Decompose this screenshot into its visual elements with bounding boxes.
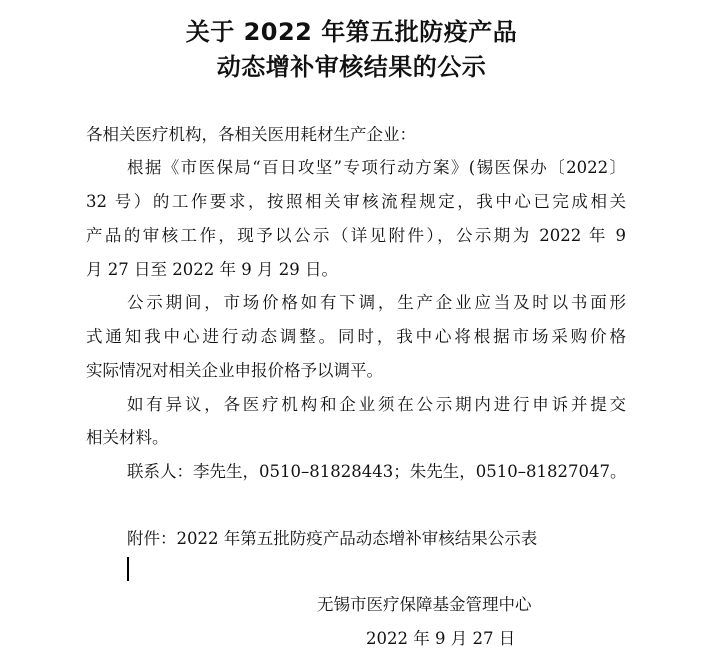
signature-organization: 无锡市医疗保障基金管理中心 — [317, 595, 532, 614]
paragraph-3-line-2: 相关材料。 — [86, 428, 169, 447]
signature-date: 2022 年 9 月 27 日 — [366, 629, 516, 648]
text-cursor — [127, 557, 129, 581]
paragraph-2-line-2: 式通知我中心进行动态调整。同时，我中心将根据市场采购价格 — [86, 327, 626, 346]
greeting: 各相关医疗机构，各相关医用耗材生产企业： — [86, 125, 416, 144]
paragraph-2-line-1: 公示期间，市场价格如有下调，生产企业应当及时以书面形 — [127, 293, 626, 312]
paragraph-1-line-4: 月 27 日至 2022 年 9 月 29 日。 — [86, 260, 338, 279]
paragraph-2-line-3: 实际情况对相关企业申报价格予以调平。 — [86, 361, 383, 380]
document-title-line-1: 关于 2022 年第五批防疫产品 — [185, 18, 518, 46]
paragraph-1-line-2: 32 号）的工作要求，按照相关审核流程规定，我中心已完成相关 — [86, 192, 626, 211]
paragraph-1-line-3: 产品的审核工作，现予以公示（详见附件），公示期为 2022 年 9 — [86, 226, 626, 245]
contact-info: 联系人：李先生，0510–81828443；朱先生，0510–81827047。 — [127, 462, 627, 481]
paragraph-1-line-1: 根据《市医保局“百日攻坚”专项行动方案》(锡医保办〔2022〕 — [127, 158, 626, 177]
document-title-line-2: 动态增补审核结果的公示 — [216, 53, 487, 81]
attachment-note[interactable]: 附件：2022 年第五批防疫产品动态增补审核结果公示表 — [127, 529, 538, 548]
paragraph-3-line-1: 如有异议，各医疗机构和企业须在公示期内进行申诉并提交 — [127, 395, 626, 414]
